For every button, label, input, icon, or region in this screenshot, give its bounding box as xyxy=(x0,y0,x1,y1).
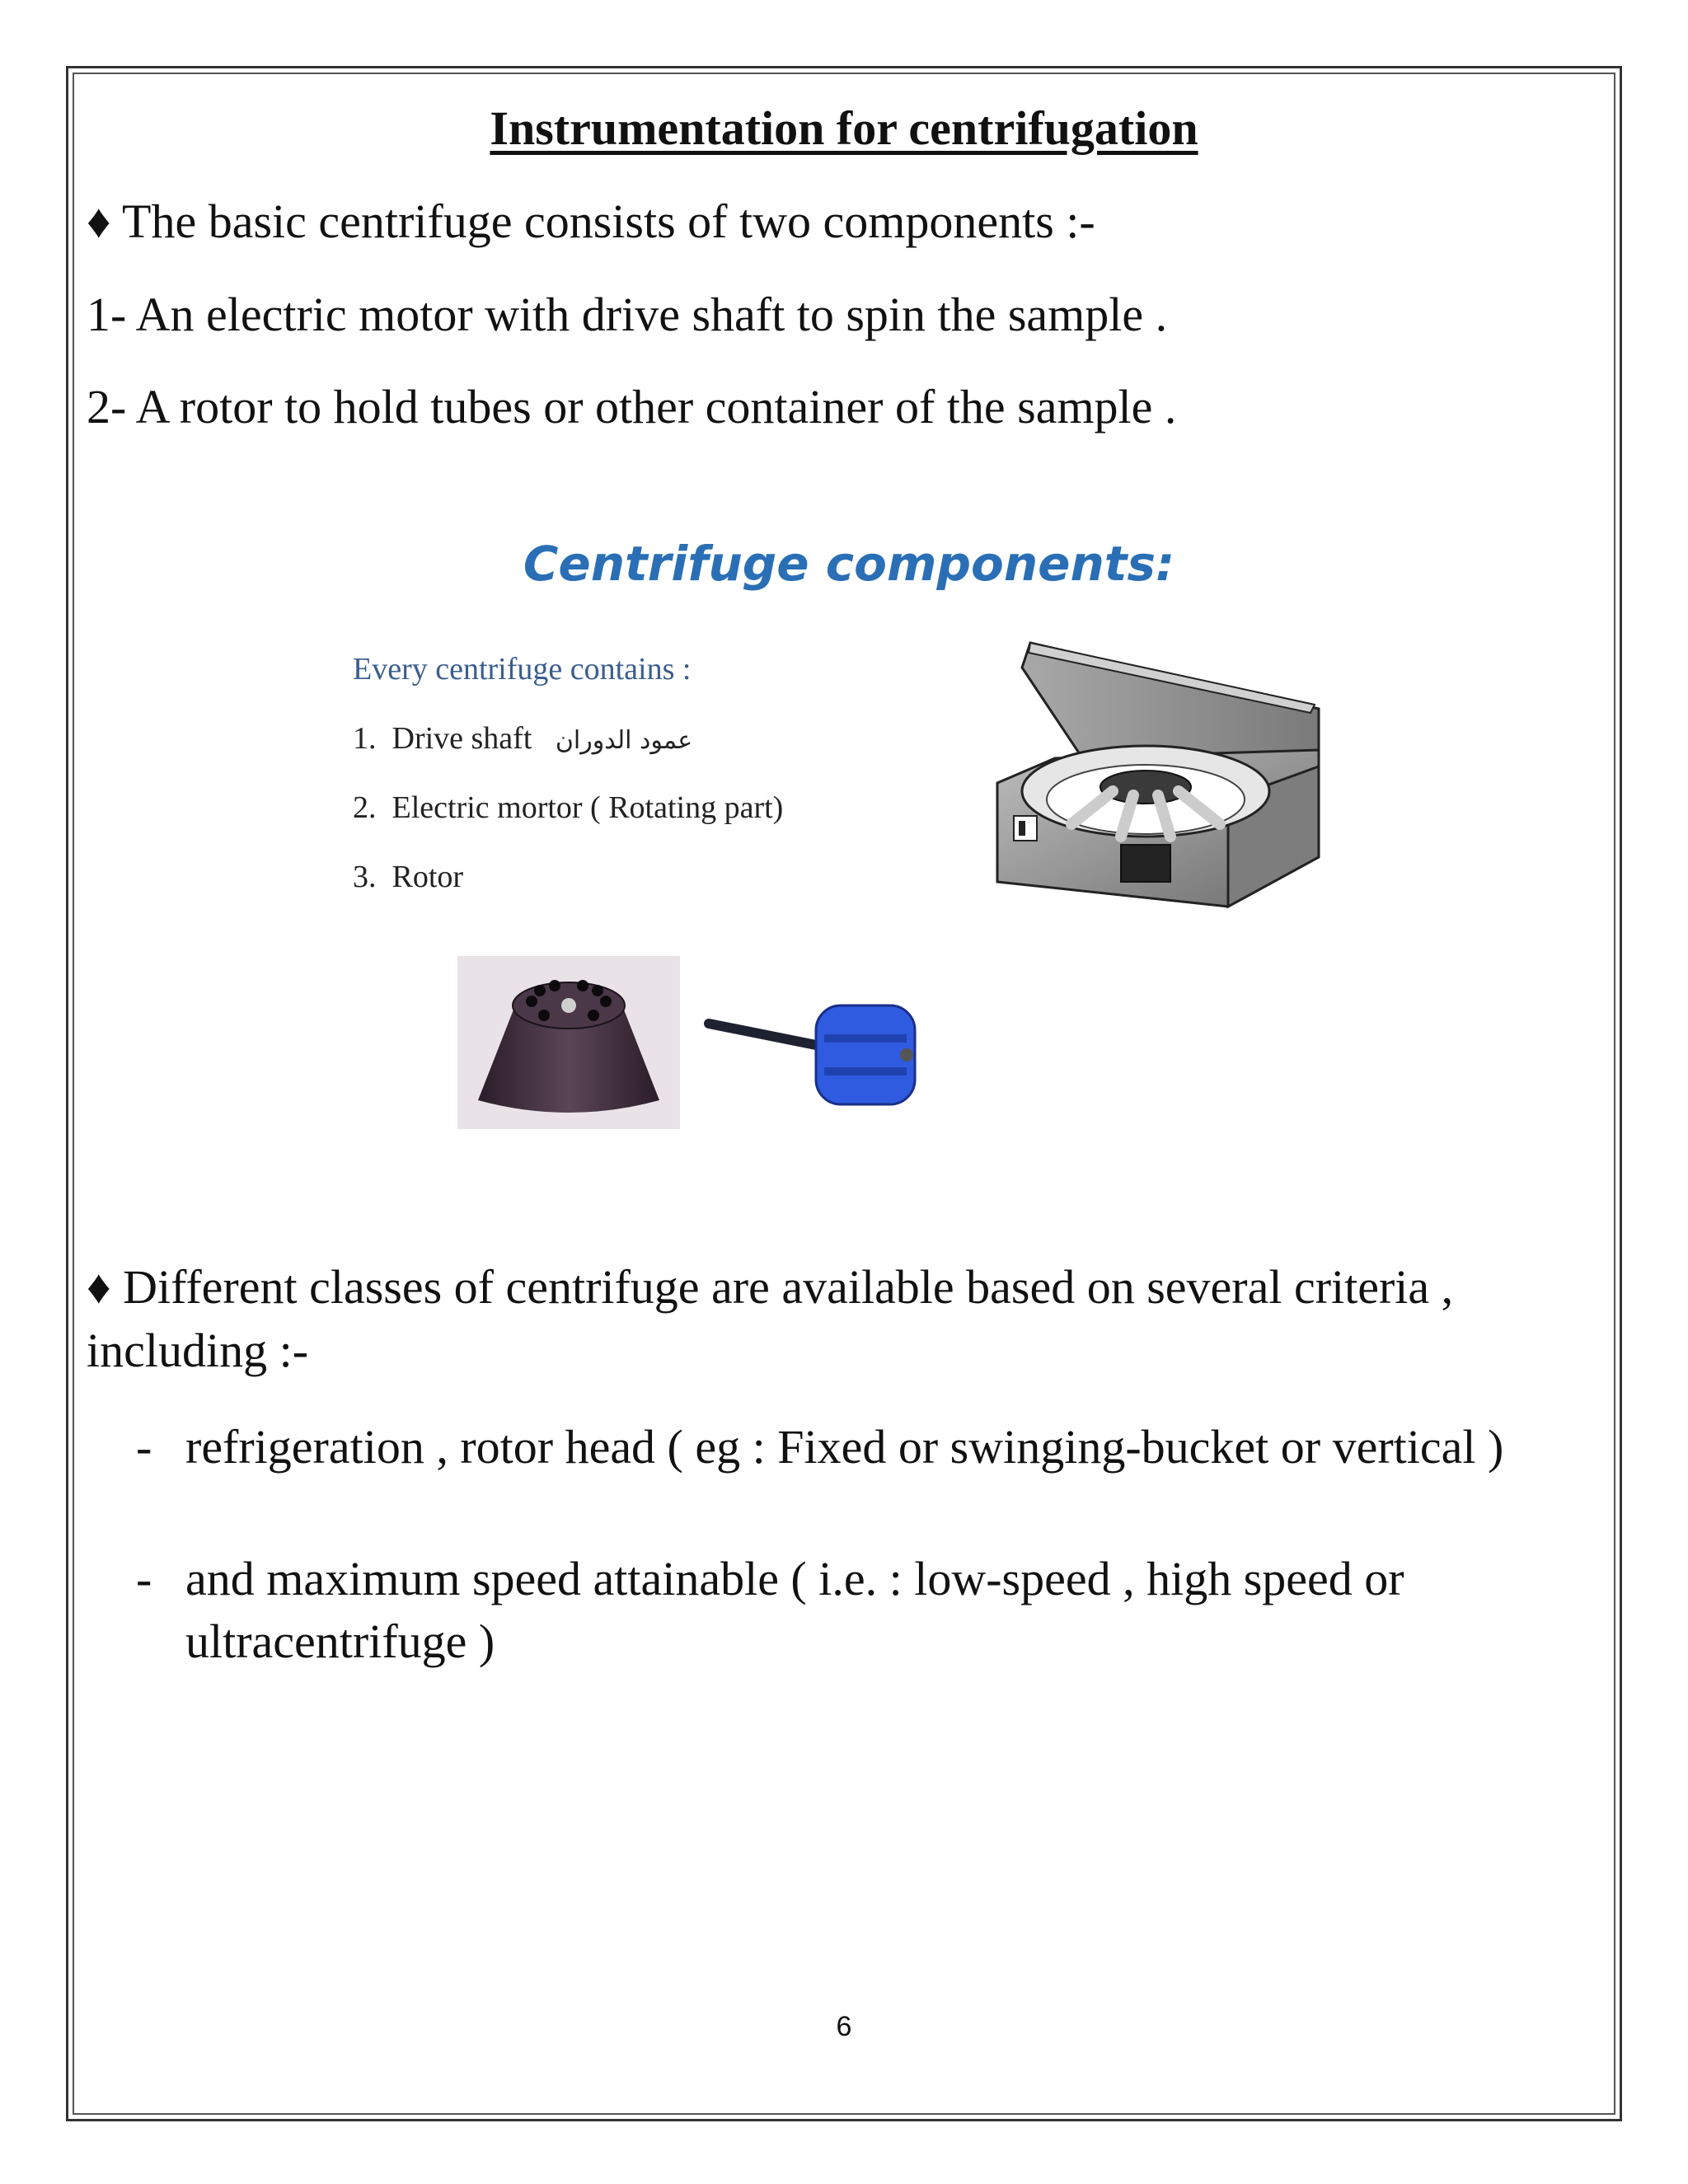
figure-item-3-text: Rotor xyxy=(392,860,464,894)
figure-item-2 xyxy=(353,790,783,826)
figure-item-1 xyxy=(353,720,692,757)
figure-item-2-num: 2. xyxy=(353,790,377,825)
classes-intro-line-2: including :- xyxy=(87,1324,309,1377)
criteria-item-2-line-1: and maximum speed attainable ( i.e. : low-speed , high speed or xyxy=(185,1552,1404,1605)
page-number: 6 xyxy=(836,2011,852,2042)
page-title: Instrumentation for centrifugation xyxy=(490,101,1198,155)
rotor-image xyxy=(457,956,680,1129)
figure-item-1-num: 1. xyxy=(353,721,377,756)
figure-item-2-text: Electric mortor ( Rotating part) xyxy=(392,790,784,825)
drive-shaft-motor-image xyxy=(701,989,923,1121)
criteria-item-1: refrigeration , rotor head ( eg : Fixed or swinging-bucket or vertical ) xyxy=(185,1420,1504,1474)
component-item-1: 1- An electric motor with drive shaft to spin the sample . xyxy=(87,288,1168,341)
figure-heading: Centrifuge components: xyxy=(523,536,1175,592)
figure-item-1-text: Drive shaft xyxy=(392,721,532,756)
component-item-2: 2- A rotor to hold tubes or other container of the sample . xyxy=(87,380,1177,434)
centrifuge-machine-image xyxy=(981,635,1343,948)
figure-item-1-arabic: عمود الدوران xyxy=(555,726,693,755)
classes-intro-line-1: ♦ Different classes of centrifuge are available based on several criteria , xyxy=(87,1260,1454,1314)
centrifuge-components-figure xyxy=(330,511,1368,1203)
criteria-dash-2: - xyxy=(136,1552,152,1605)
intro-text: ♦ The basic centrifuge consists of two components :- xyxy=(87,194,1095,248)
criteria-item-2-line-2: ultracentrifuge ) xyxy=(185,1615,495,1668)
figure-intro: Every centrifuge contains : xyxy=(353,652,692,687)
figure-item-3-num: 3. xyxy=(353,860,377,894)
criteria-dash-1: - xyxy=(136,1420,152,1474)
figure-item-3 xyxy=(353,859,463,895)
